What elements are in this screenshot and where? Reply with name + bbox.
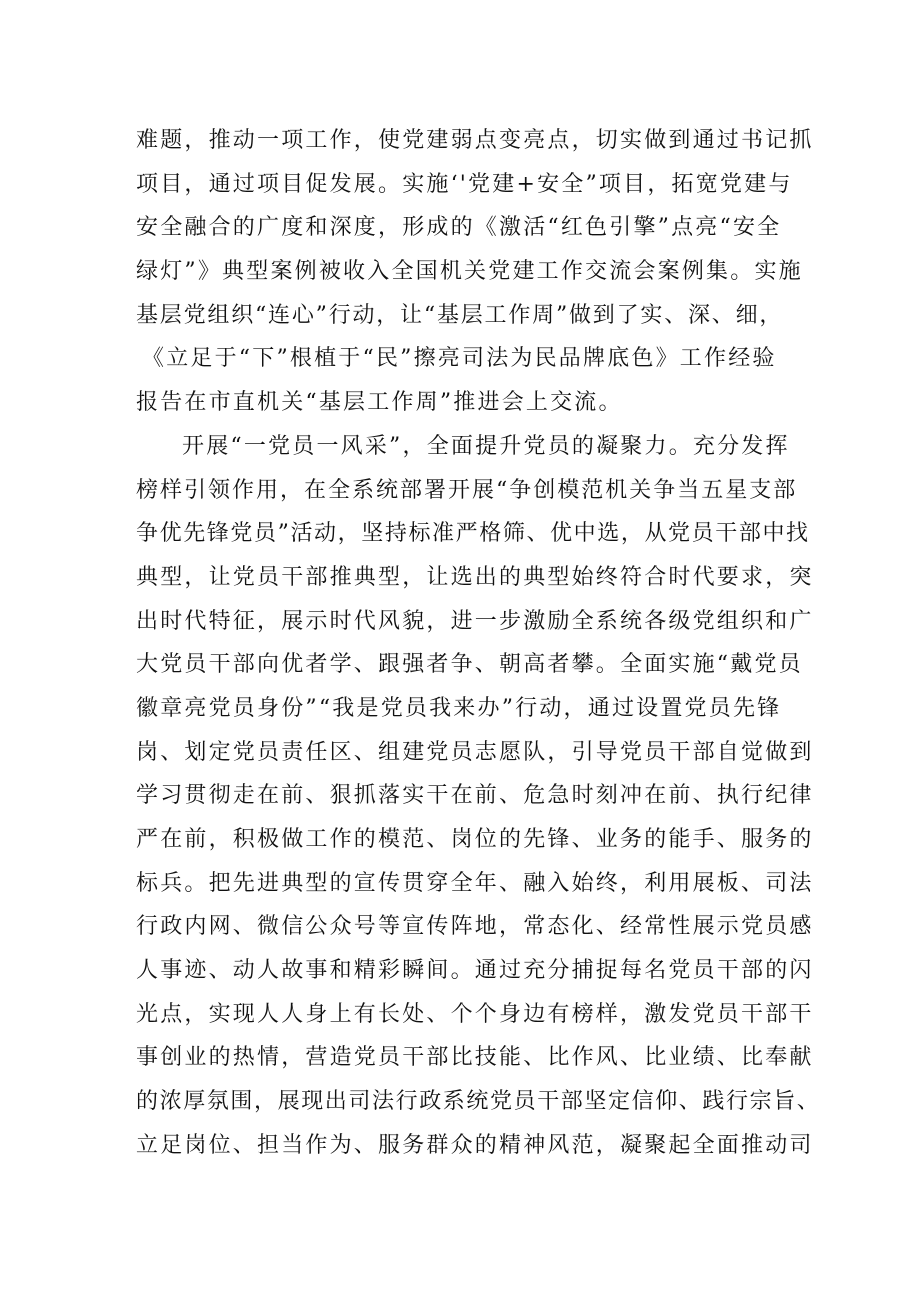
text-line: 报告在市直机关“基层工作周”推进会上交流。 xyxy=(136,390,623,416)
text-line: 《立足于“下”根植于“民”擦亮司法为民品牌底色》工作经验 xyxy=(142,346,777,372)
text-line: 立足岗位、担当作为、服务群众的精神风范，凝聚起全面推动司 xyxy=(136,1132,814,1158)
paragraph-first-line: 开展“一党员一风采”，全面提升党员的凝聚力。充分发挥 xyxy=(182,433,790,459)
body-text xyxy=(136,119,821,1168)
text-line: 榜样引领作用，在全系统部署开展“争创模范机关争当五星支部 xyxy=(136,477,798,503)
text-line: 安全融合的广度和深度，形成的《激活“红色引擎”点亮“安全 xyxy=(136,215,782,241)
text-line: 徽章亮党员身份”“我是党员我来办”行动，通过设置党员先锋 xyxy=(136,695,782,721)
text-line: 标兵。把先进典型的宣传贯穿全年、融入始终，利用展板、司法 xyxy=(136,870,814,896)
text-line: 争优先锋党员”活动，坚持标准严格筛、优中选，从党员干部中找 xyxy=(136,521,810,547)
text-line: 出时代特征，展示时代风貌，进一步激励全系统各级党组织和广 xyxy=(136,608,814,634)
text-line: 难题，推动一项工作，使党建弱点变亮点，切实做到通过书记抓 xyxy=(136,128,814,153)
text-line: 行政内网、微信公众号等宣传阵地，常态化、经常性展示党员感 xyxy=(136,914,814,940)
text-line: 人事迹、动人故事和精彩瞬间。通过充分捕捉每名党员干部的闪 xyxy=(136,958,814,984)
text-line: 严在前，积极做工作的模范、岗位的先锋、业务的能手、服务的 xyxy=(136,827,814,852)
text-line: 的浓厚氛围，展现出司法行政系统党员干部坚定信仰、践行宗旨、 xyxy=(136,1089,821,1115)
text-line: 学习贯彻走在前、狠抓落实干在前、危急时刻冲在前、执行纪律 xyxy=(136,783,814,809)
text-line: 大党员干部向优者学、跟强者争、朝高者攀。全面实施“戴党员 xyxy=(136,652,803,678)
text-line: 岗、划定党员责任区、组建党员志愿队，引导党员干部自觉做到 xyxy=(136,739,814,765)
text-line: 基层党组织“连心”行动，让“基层工作周”做到了实、深、细， xyxy=(136,302,784,328)
text-line: 光点，实现人人身上有长处、个个身边有榜样，激发党员干部干 xyxy=(136,1001,814,1027)
text-line: 事创业的热情，营造党员干部比技能、比作风、比业绩、比奉献 xyxy=(136,1045,814,1071)
text-line: 典型，让党员干部推典型，让选出的典型始终符合时代要求，突 xyxy=(136,564,814,590)
text-line: 绿灯”》典型案例被收入全国机关党建工作交流会案例集。实施 xyxy=(136,259,803,285)
text-line: 项目，通过项目促发展。实施‘'党建+安全”项目，拓宽党建与 xyxy=(136,171,793,197)
